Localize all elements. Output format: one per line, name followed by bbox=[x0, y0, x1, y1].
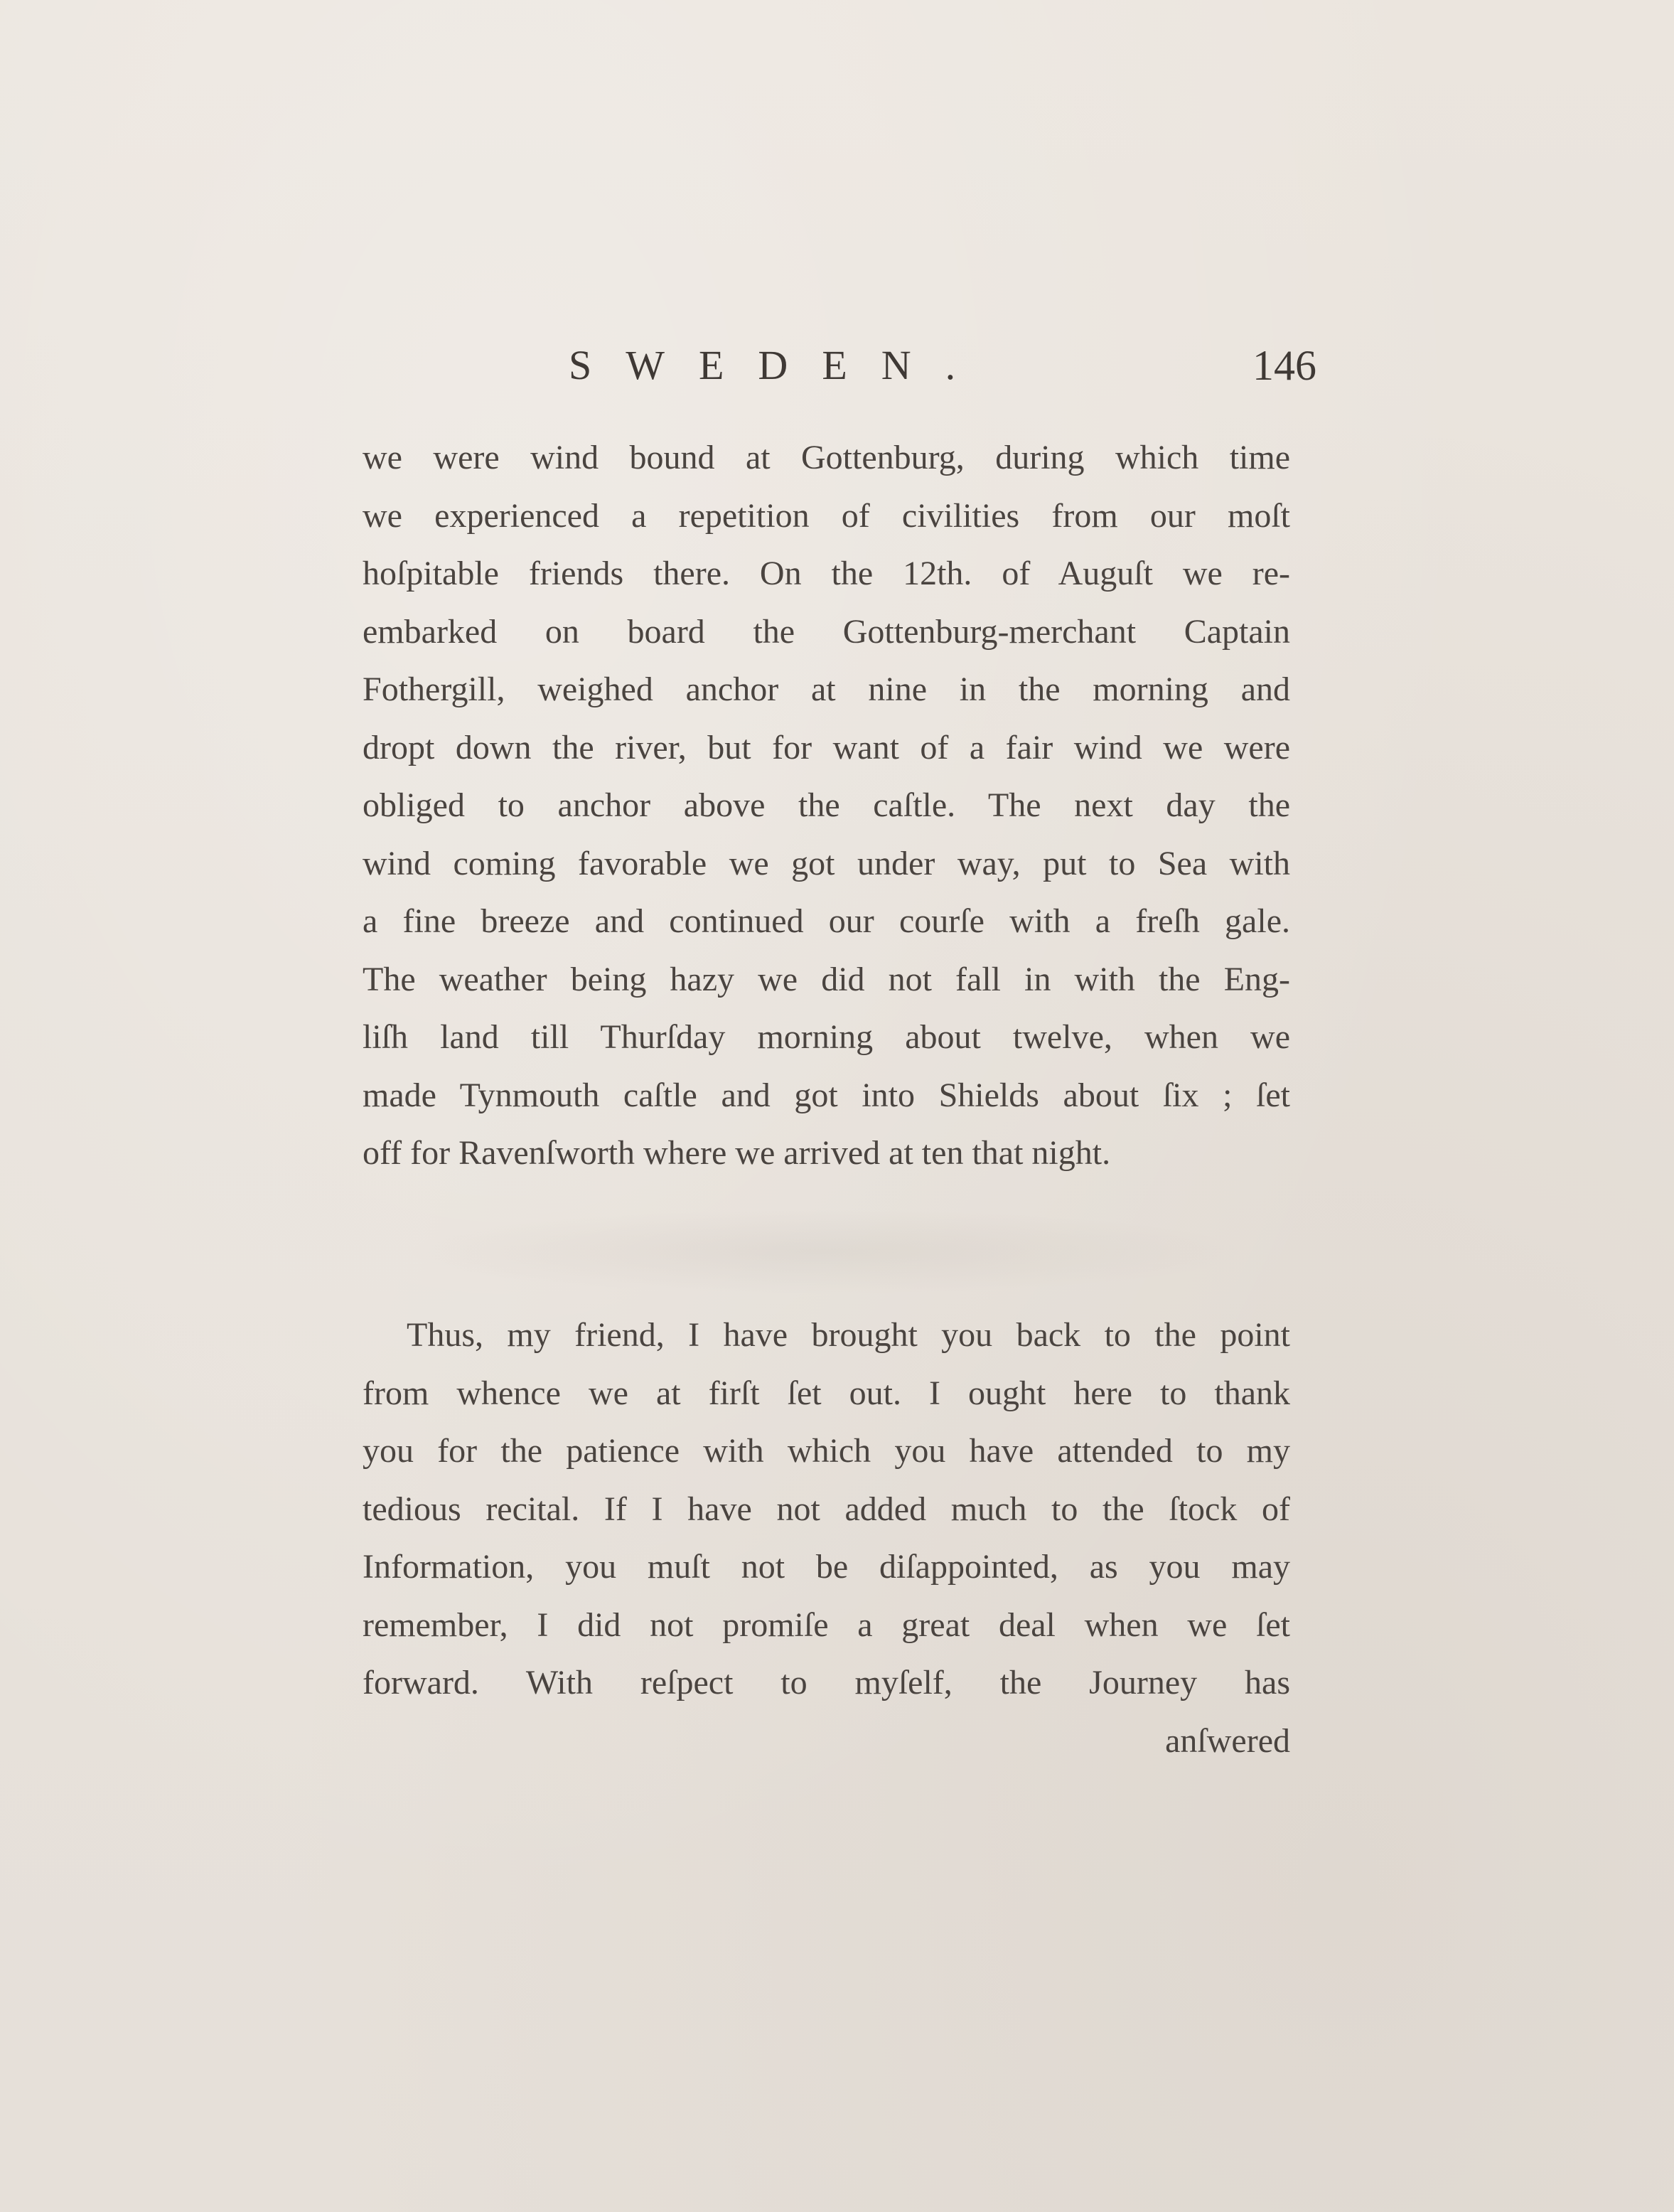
text-line: from whence we at firſt ſet out. I ought here to thank bbox=[363, 1374, 1290, 1412]
text-line: The weather being hazy we did not fall in with the Eng- bbox=[363, 960, 1290, 998]
text-line: forward. With reſpect to myſelf, the Journey has bbox=[363, 1664, 1290, 1701]
text-line: made Tynmouth caſtle and got into Shields about ſix ; ſet bbox=[363, 1076, 1290, 1114]
text-line: embarked on board the Gottenburg-merchant Captain bbox=[363, 612, 1290, 651]
text-line: we were wind bound at Gottenburg, during which time bbox=[363, 439, 1290, 476]
text-line: remember, I did not promiſe a great deal when we ſet bbox=[363, 1605, 1290, 1644]
paragraph-1 bbox=[363, 429, 1290, 1182]
running-head: SWEDEN. bbox=[569, 342, 990, 388]
text-line: we experienced a repetition of civilities from our moſt bbox=[363, 496, 1290, 535]
text-line: wind coming favorable we got under way, put to Sea with bbox=[363, 844, 1290, 882]
text-line: Thus, my friend, I have brought you back to the point bbox=[407, 1316, 1290, 1354]
text-line: Information, you muſt not be diſappointed, as you may bbox=[363, 1548, 1290, 1586]
show-through-stain bbox=[398, 1209, 1251, 1294]
catchword: anſwered bbox=[1165, 1721, 1290, 1760]
text-line: a fine breeze and continued our courſe with a freſh gale. bbox=[363, 902, 1290, 940]
text-line: you for the patience with which you have attended to my bbox=[363, 1432, 1290, 1470]
text-line: off for Ravenſworth where we arrived at ten that night. bbox=[363, 1134, 1111, 1172]
text-line: tedious recital. If I have not added much to the ſtock of bbox=[363, 1490, 1290, 1528]
text-line: liſh land till Thurſday morning about twelve, when we bbox=[363, 1018, 1290, 1056]
text-line: hoſpitable friends there. On the 12th. of Auguſt we re- bbox=[363, 555, 1290, 592]
text-line: obliged to anchor above the caſtle. The next day the bbox=[363, 786, 1290, 824]
page-number: 146 bbox=[1252, 342, 1316, 389]
text-line: dropt down the river, but for want of a fair wind we were bbox=[363, 728, 1290, 766]
paragraph-2 bbox=[363, 1306, 1290, 1770]
text-line: Fothergill, weighed anchor at nine in the morning and bbox=[363, 670, 1290, 708]
